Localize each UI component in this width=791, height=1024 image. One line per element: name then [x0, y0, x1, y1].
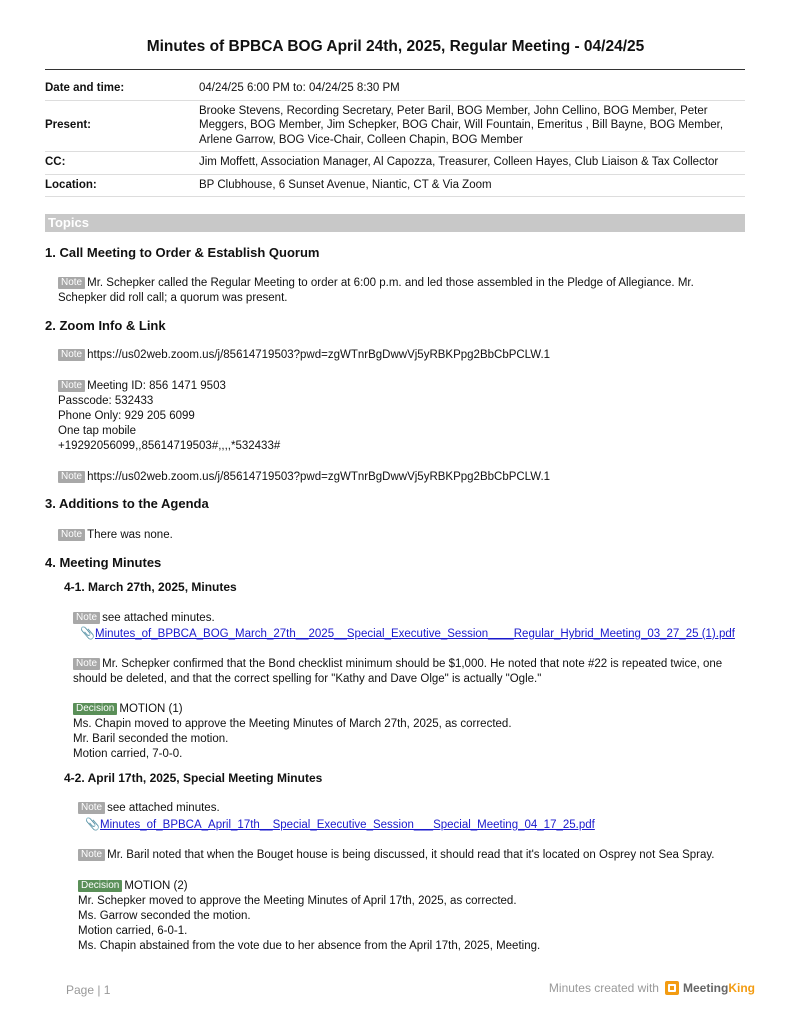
page-number: Page | 1 — [66, 983, 111, 997]
note-item — [78, 801, 748, 816]
meta-label: Present: — [45, 119, 92, 131]
note-text: see attached minutes. — [102, 612, 215, 624]
attachment-link[interactable]: Minutes_of_BPBCA_April_17th__Special_Executive_Session___Special_Meeting_04_17_25.pdf — [100, 819, 595, 831]
decision-title: MOTION (2) — [124, 880, 188, 892]
note-text: Mr. Baril noted that when the Bouget house is being discussed, it should read that it's located on Osprey not Sea Spray. — [107, 849, 715, 861]
footer-branding — [549, 981, 755, 995]
note-badge: Note — [73, 658, 100, 670]
attachment-link[interactable]: Minutes_of_BPBCA_BOG_March_27th__2025__Special_Executive_Session____Regular_Hybrid_Meeting_03_27_25 (1).pdf — [95, 628, 735, 640]
brand-name-part2: King — [728, 981, 755, 995]
meta-value: Jim Moffett, Association Manager, Al Capozza, Treasurer, Colleen Hayes, Club Liaison & Tax Collector — [199, 156, 719, 168]
note-item — [58, 379, 738, 454]
decision-badge: Decision — [78, 880, 122, 892]
section-heading: 3. Additions to the Agenda — [45, 496, 209, 511]
section-heading: 2. Zoom Info & Link — [45, 318, 166, 333]
title-divider — [45, 69, 745, 70]
note-item — [73, 657, 743, 687]
note-badge: Note — [58, 277, 85, 289]
note-text: Meeting ID: 856 1471 9503 — [87, 380, 226, 392]
note-text: https://us02web.zoom.us/j/85614719503?pwd=zgWTnrBgDwwVj5yRBKPpg2BbCbPCLW.1 — [87, 349, 551, 361]
note-text: see attached minutes. — [107, 802, 220, 814]
decision-text: Mr. Schepker moved to approve the Meeting Minutes of April 17th, 2025, as corrected. — [78, 895, 517, 907]
note-badge: Note — [78, 849, 105, 861]
meta-label: Location: — [45, 178, 97, 191]
meta-row-present — [45, 100, 745, 152]
note-text: https://us02web.zoom.us/j/85614719503?pwd=zgWTnrBgDwwVj5yRBKPpg2BbCbPCLW.1 — [87, 471, 551, 483]
note-badge: Note — [58, 529, 85, 541]
page-title: Minutes of BPBCA BOG April 24th, 2025, Regular Meeting - 04/24/25 — [146, 38, 645, 55]
note-item — [58, 276, 718, 306]
note-item — [73, 611, 743, 626]
attachment-item[interactable] — [85, 817, 595, 831]
subsection-heading: 4-2. April 17th, 2025, Special Meeting Minutes — [64, 771, 323, 785]
note-text: Phone Only: 929 205 6099 — [58, 410, 195, 422]
note-badge: Note — [78, 802, 105, 814]
note-text: +19292056099,,85614719503#,,,,*532433# — [58, 440, 281, 452]
note-badge: Note — [73, 612, 100, 624]
note-item — [78, 848, 748, 863]
section-heading: 4. Meeting Minutes — [45, 555, 162, 570]
meta-value: 04/24/25 6:00 PM to: 04/24/25 8:30 PM — [199, 82, 400, 94]
note-item — [58, 470, 738, 485]
note-item — [58, 528, 738, 543]
brand-name-part1: Meeting — [682, 981, 729, 995]
meta-value: Brooke Stevens, Recording Secretary, Peter Baril, BOG Member, John Cellino, BOG Member, Peter Meggers, BOG Member, Jim Schepker, BOG Chair, Will Fountain, Emeritus , Bill Bayne, BOG Member, Arlene Garrow, BOG Vice-Chair, Colleen Chapin, BOG Member — [199, 104, 724, 146]
paperclip-icon: 📎 — [85, 817, 100, 831]
meta-label: Date and time: — [45, 82, 125, 94]
note-text: Passcode: 532433 — [58, 395, 154, 407]
created-with-text: Minutes created with — [548, 981, 659, 995]
decision-title: MOTION (1) — [119, 703, 183, 715]
attachment-item[interactable] — [80, 626, 735, 640]
meetingking-logo-icon — [665, 981, 679, 995]
decision-badge: Decision — [73, 703, 117, 715]
section-heading: 1. Call Meeting to Order & Establish Quorum — [45, 245, 320, 260]
note-text: There was none. — [87, 529, 173, 541]
meta-row-date — [45, 78, 745, 100]
note-item — [58, 348, 738, 363]
topics-header: Topics — [45, 214, 745, 232]
decision-text: Ms. Garrow seconded the motion. — [78, 910, 251, 922]
note-badge: Note — [58, 471, 85, 483]
note-badge: Note — [58, 349, 85, 361]
decision-text: Ms. Chapin moved to approve the Meeting Minutes of March 27th, 2025, as corrected. — [73, 718, 512, 730]
meta-value: BP Clubhouse, 6 Sunset Avenue, Niantic, CT & Via Zoom — [199, 178, 492, 191]
meta-row-cc — [45, 152, 745, 175]
meeting-details-table — [45, 78, 745, 197]
note-badge: Note — [58, 380, 85, 392]
meta-row-location — [45, 174, 745, 197]
subsection-heading: 4-1. March 27th, 2025, Minutes — [64, 580, 237, 594]
decision-text: Ms. Chapin abstained from the vote due to her absence from the April 17th, 2025, Meeting. — [78, 940, 541, 952]
decision-item — [78, 879, 748, 954]
note-text: One tap mobile — [58, 425, 136, 437]
decision-item — [73, 702, 743, 762]
decision-text: Motion carried, 7-0-0. — [73, 748, 183, 760]
decision-text: Mr. Baril seconded the motion. — [73, 733, 229, 745]
paperclip-icon: 📎 — [80, 626, 95, 640]
note-text: Mr. Schepker confirmed that the Bond checklist minimum should be $1,000. He noted that note #22 is repeated twice, one should be deleted, and that the correct spelling for "Kathy and Dave Olge" is actually "Ogle." — [73, 658, 723, 685]
meta-label: CC: — [45, 156, 66, 168]
decision-text: Motion carried, 6-0-1. — [78, 925, 188, 937]
note-text: Mr. Schepker called the Regular Meeting to order at 6:00 p.m. and led those assembled in the Pledge of Allegiance. Mr. Schepker did roll call; a quorum was present. — [58, 277, 694, 304]
